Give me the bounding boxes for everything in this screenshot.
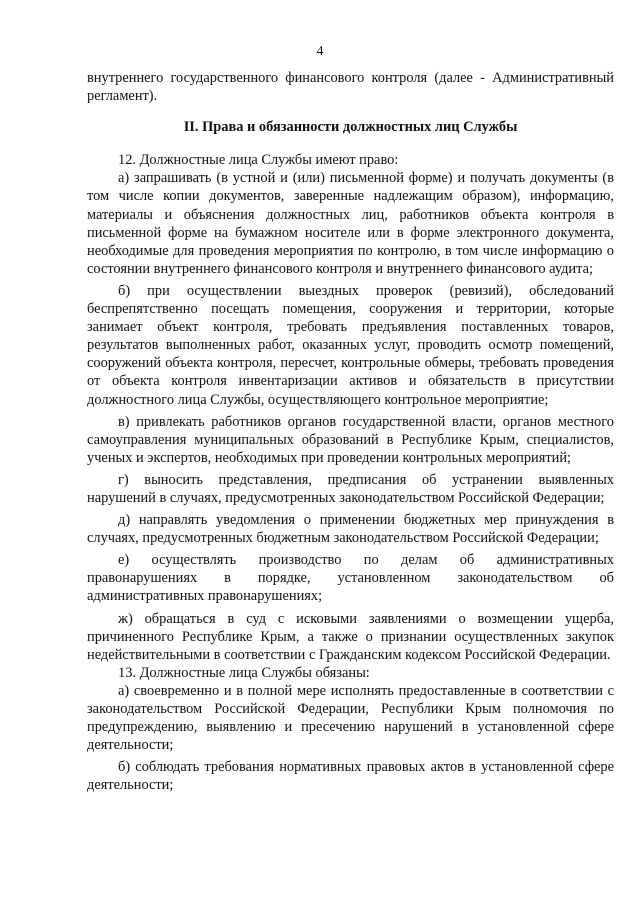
clause-13-intro: 13. Должностные лица Службы обязаны: bbox=[118, 664, 370, 681]
clause-12-intro: 12. Должностные лица Службы имеют право: bbox=[118, 152, 399, 169]
clause-12-e: е) осуществлять производство по делам об административных правонарушениях в порядке, установленном законодательством об административных правонарушениях; bbox=[87, 552, 614, 605]
document-body bbox=[87, 69, 614, 794]
section-heading: II. Права и обязанности должностных лиц Службы bbox=[183, 119, 518, 136]
clause-12-zh: ж) обращаться в суд с исковыми заявлениями о возмещении ущерба, причиненного Республике Крым, а также о признании осуществленных закупок недействительными в соответствии с Гражданским кодексом Российской Федерации. bbox=[87, 610, 614, 663]
clause-12-g: г) выносить представления, предписания об устранении выявленных нарушений в случаях, предусмотренных законодательством Российской Федерации; bbox=[87, 471, 614, 506]
clause-12-v: в) привлекать работников органов государственной власти, органов местного самоуправления муниципальных образований в Республике Крым, специалистов, ученых и экспертов, необходимых при проведении контрольных мероприятий; bbox=[87, 413, 614, 466]
page-number: 4 bbox=[316, 44, 324, 59]
clause-13-a: а) своевременно и в полной мере исполнять предоставленные в соответствии с законодательством Российской Федерации, Республики Крым полномочия по предупреждению, выявлению и пресечению нарушений в установленной сфере деятельности; bbox=[87, 682, 614, 754]
clause-12-d: д) направлять уведомления о применении бюджетных мер принуждения в случаях, предусмотренных бюджетным законодательством Российской Федерации; bbox=[87, 512, 614, 547]
clause-12-b: б) при осуществлении выездных проверок (ревизий), обследований беспрепятственно посещать помещения, сооружения и территории, которые занимает объект контроля, требовать предъявления поставленных товаров, результатов выполненных работ, оказанных услуг, проводить осмотр помещений, сооружений объекта контроля, пересчет, контрольные обмеры, требовать проведения от объекта контроля инвентаризации активов и обязательств в присутствии должностного лица Службы, осуществляющего контрольное мероприятие; bbox=[87, 282, 614, 408]
top-fragment: внутреннего государственного финансового контроля (далее - Административный регламент). bbox=[87, 70, 614, 105]
clause-13-b: б) соблюдать требования нормативных правовых актов в установленной сфере деятельности; bbox=[87, 759, 614, 794]
clause-12-a: а) запрашивать (в устной и (или) письменной форме) и получать документы (в том числе копии документов, заверенные надлежащим образом), информацию, материалы и объяснения должностных лиц, работников объекта контроля в письменной форме на бумажном носителе или в форме электронного документа, необходимые для проведения мероприятия по контролю, в том числе информацию о состоянии внутреннего финансового контроля и внутреннего финансового аудита; bbox=[87, 170, 614, 277]
